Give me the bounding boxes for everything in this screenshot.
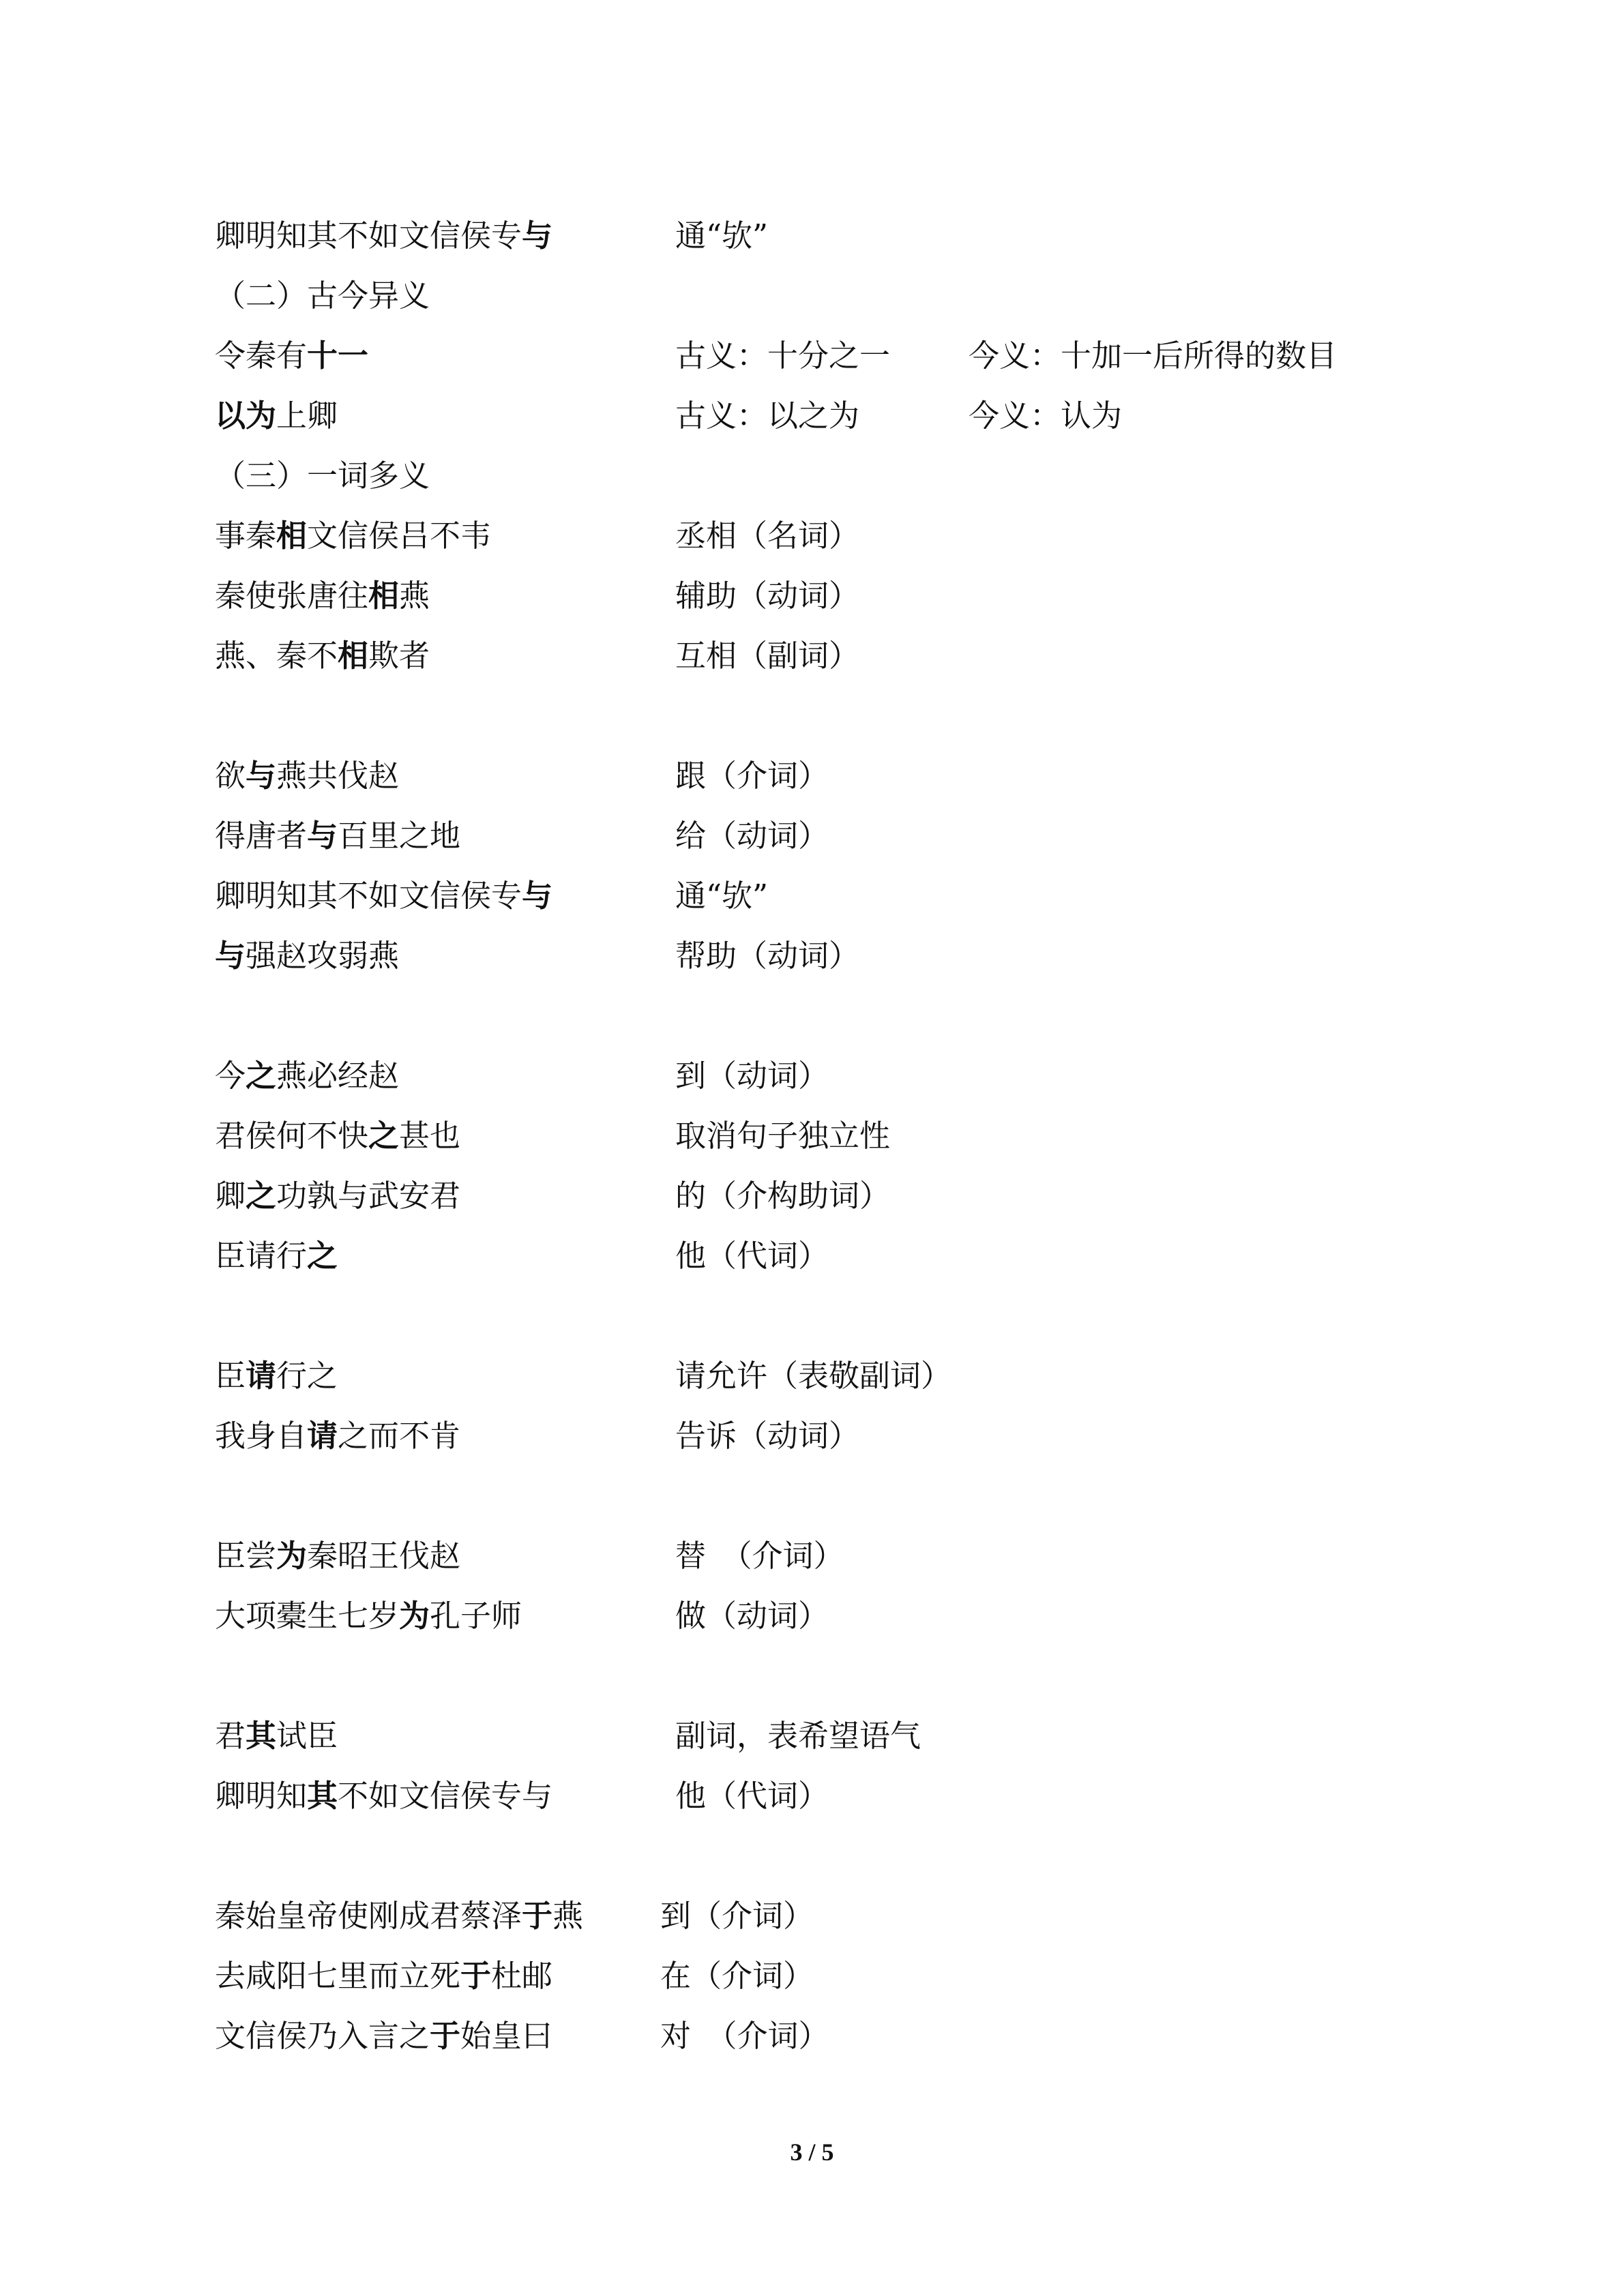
explanation: 他（代词）	[675, 1238, 829, 1274]
example-sentence: 卿之功孰与武安君	[215, 1178, 461, 1214]
keyword: 请	[246, 1358, 277, 1394]
page-number: 3 / 5	[790, 2138, 834, 2166]
example-sentence: 君其试臣	[215, 1718, 338, 1754]
explanation: 互相（副词）	[675, 638, 860, 674]
example-sentence: 秦使张唐往相燕	[215, 578, 430, 614]
example-sentence: 大项橐生七岁为孔子师	[215, 1598, 522, 1634]
example-sentence: 卿明知其不如文信侯专与	[215, 1778, 553, 1814]
example-sentence: 臣请行之	[215, 1238, 338, 1274]
example-sentence: 卿明知其不如文信侯专与	[215, 878, 553, 914]
keyword: 于	[430, 2018, 461, 2054]
example-sentence: 令秦有十一	[215, 338, 369, 374]
ancient-meaning: 古义：十分之一	[675, 338, 891, 374]
example-sentence: 君侯何不快之甚也	[215, 1118, 461, 1154]
explanation: 副词，表希望语气	[675, 1718, 921, 1754]
keyword: 为	[399, 1598, 430, 1634]
explanation: 跟（介词）	[675, 758, 829, 794]
example-sentence: 秦始皇帝使刚成君蔡泽于燕	[215, 1898, 584, 1934]
example-sentence: 臣尝为秦昭王伐赵	[215, 1538, 461, 1574]
keyword: 相	[338, 638, 369, 674]
example-sentence: 我身自请之而不肯	[215, 1418, 461, 1454]
explanation: 对 （介词）	[660, 2018, 829, 2054]
example-sentence: 欲与燕共伐赵	[215, 758, 400, 794]
explanation: 通“欤”	[675, 218, 769, 254]
example-sentence: 今之燕必经赵	[215, 1058, 400, 1094]
explanation: 告诉（动词）	[675, 1418, 860, 1454]
keyword: 之	[307, 1238, 338, 1274]
explanation: 帮助（动词）	[675, 938, 860, 974]
keyword: 于	[522, 1898, 553, 1934]
explanation: 在（介词）	[660, 1958, 814, 1994]
explanation: 到（动词）	[675, 1058, 829, 1094]
example-sentence: 卿明知其不如文信侯专与	[215, 218, 553, 254]
keyword: 与	[522, 218, 553, 254]
keyword: 以为	[215, 398, 277, 434]
modern-meaning: 今义：认为	[969, 398, 1123, 434]
example-sentence: 燕、秦不相欺者	[215, 638, 430, 674]
explanation: 替 （介词）	[675, 1538, 844, 1574]
keyword: 与	[215, 938, 246, 974]
section-heading: （三）一词多义	[215, 458, 430, 494]
explanation: 他（代词）	[675, 1778, 829, 1814]
example-sentence: 臣请行之	[215, 1358, 338, 1394]
keyword: 与	[522, 878, 553, 914]
keyword: 请	[307, 1418, 338, 1454]
keyword: 之	[368, 1118, 400, 1154]
explanation: 取消句子独立性	[675, 1118, 891, 1154]
example-sentence: 与强赵攻弱燕	[215, 938, 400, 974]
explanation: 通“欤”	[675, 878, 769, 914]
keyword: 之	[246, 1178, 277, 1214]
keyword: 相	[368, 578, 400, 614]
explanation: 请允许（表敬副词）	[675, 1358, 952, 1394]
explanation: 给（动词）	[675, 818, 829, 854]
explanation: 辅助（动词）	[675, 578, 860, 614]
example-sentence: 以为上卿	[215, 398, 338, 434]
example-sentence: 事秦相文信侯吕不韦	[215, 518, 492, 554]
keyword: 与	[307, 818, 338, 854]
example-sentence: 得唐者与百里之地	[215, 818, 461, 854]
keyword: 相	[276, 518, 308, 554]
explanation: 的（介构助词）	[675, 1178, 891, 1214]
example-sentence: 去咸阳七里而立死于杜邮	[215, 1958, 553, 1994]
keyword: 之	[246, 1058, 277, 1094]
keyword: 与	[246, 758, 277, 794]
section-heading: （二）古今异义	[215, 278, 430, 314]
example-sentence: 文信侯乃入言之于始皇曰	[215, 2018, 553, 2054]
explanation: 到（介词）	[660, 1898, 814, 1934]
explanation: 丞相（名词）	[675, 518, 860, 554]
keyword: 为	[276, 1538, 308, 1574]
keyword: 十一	[307, 338, 369, 374]
keyword: 其	[307, 1778, 338, 1814]
keyword: 其	[246, 1718, 277, 1754]
keyword: 于	[460, 1958, 492, 1994]
ancient-meaning: 古义：以之为	[675, 398, 860, 434]
modern-meaning: 今义：十加一后所得的数目	[969, 338, 1338, 374]
explanation: 做（动词）	[675, 1598, 829, 1634]
